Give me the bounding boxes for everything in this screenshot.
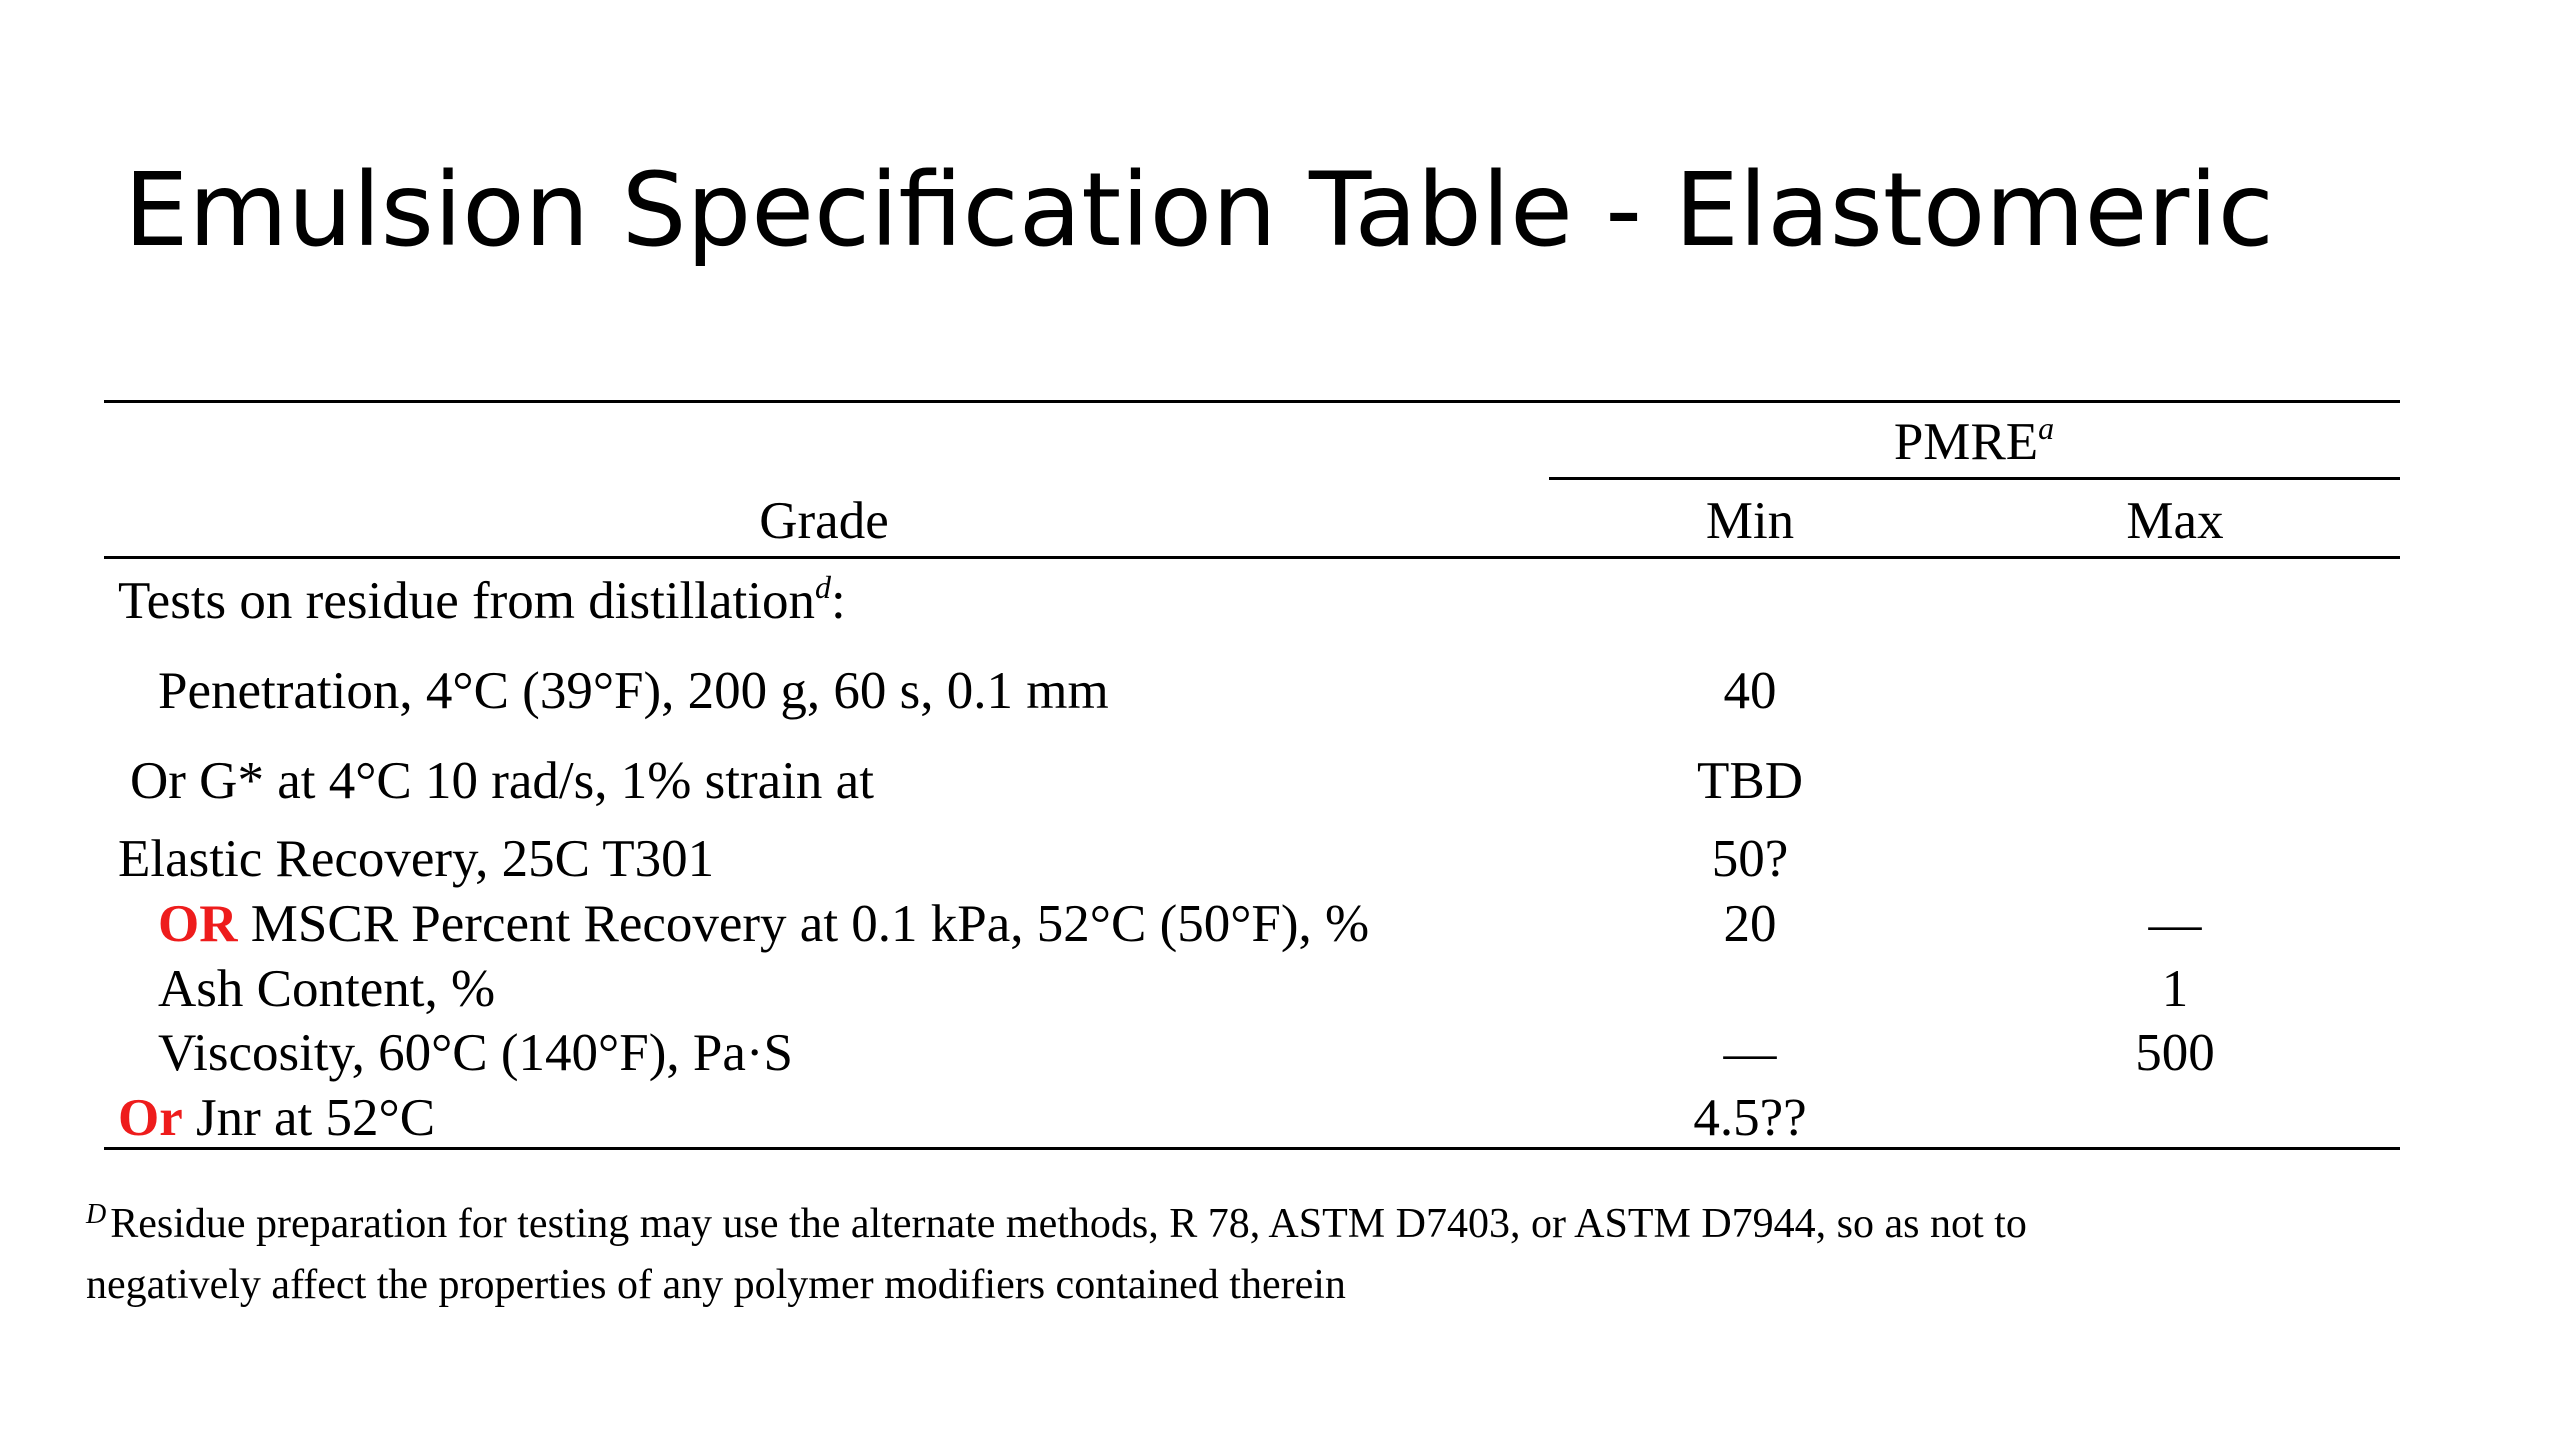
section-label-text: Tests on residue from distillation — [118, 572, 815, 630]
row-label-penetration: Penetration, 4°C (39°F), 200 g, 60 s, 0.1 mm — [158, 662, 1109, 720]
row-label-mscr — [158, 895, 1370, 953]
footnote-line-1 — [86, 1196, 2466, 1257]
row-max-mscr: — — [2148, 895, 2202, 953]
row-max-ash-content: 1 — [2161, 960, 2189, 1018]
section-label-colon: : — [830, 572, 846, 630]
footnote-mark: D — [86, 1199, 107, 1230]
row-min-jnr: 4.5?? — [1693, 1089, 1807, 1147]
table-top-rule — [104, 400, 2400, 403]
pmre-footnote-mark: a — [2038, 410, 2055, 446]
row-min-elastic-recovery: 50? — [1711, 830, 1789, 888]
table-bottom-rule — [104, 1147, 2400, 1150]
row-max-viscosity: 500 — [2135, 1024, 2215, 1082]
row-label-viscosity: Viscosity, 60°C (140°F), Pa·S — [158, 1024, 793, 1082]
header-rule — [104, 556, 2400, 559]
row-label-jnr — [118, 1089, 436, 1147]
row-min-g-star: TBD — [1697, 752, 1803, 810]
grade-column-header: Grade — [759, 492, 889, 550]
footnote — [86, 1196, 2466, 1313]
pmre-label: PMRE — [1893, 413, 2039, 471]
row-min-mscr: 20 — [1723, 895, 1777, 953]
section-footnote-mark: d — [814, 569, 831, 605]
section-label — [118, 569, 846, 630]
min-column-header: Min — [1705, 492, 1795, 550]
footnote-line-2: negatively affect the properties of any polymer modifiers contained therein — [86, 1262, 1346, 1308]
row-min-penetration: 40 — [1723, 662, 1777, 720]
slide-title: Emulsion Specification Table - Elastomeric — [124, 151, 2274, 270]
pmre-group-header — [1893, 410, 2055, 471]
row-label-elastic-recovery: Elastic Recovery, 25C T301 — [118, 830, 715, 888]
or-highlight-jnr: Or — [118, 1089, 183, 1147]
or-highlight-mscr: OR — [158, 895, 238, 953]
pmre-underline — [1549, 477, 2400, 480]
row-label-g-star: Or G* at 4°C 10 rad/s, 1% strain at — [130, 752, 874, 810]
max-column-header: Max — [2126, 492, 2224, 550]
row-label-mscr-text: MSCR Percent Recovery at 0.1 kPa, 52°C (50°F), % — [237, 895, 1370, 953]
footnote-line-1-text: Residue preparation for testing may use the alternate methods, R 78, ASTM D7403, or ASTM D7944, so as not to — [110, 1201, 2027, 1247]
row-label-jnr-text: Jnr at 52°C — [182, 1089, 436, 1147]
row-label-ash-content: Ash Content, % — [158, 960, 496, 1018]
row-min-viscosity: — — [1723, 1024, 1777, 1082]
